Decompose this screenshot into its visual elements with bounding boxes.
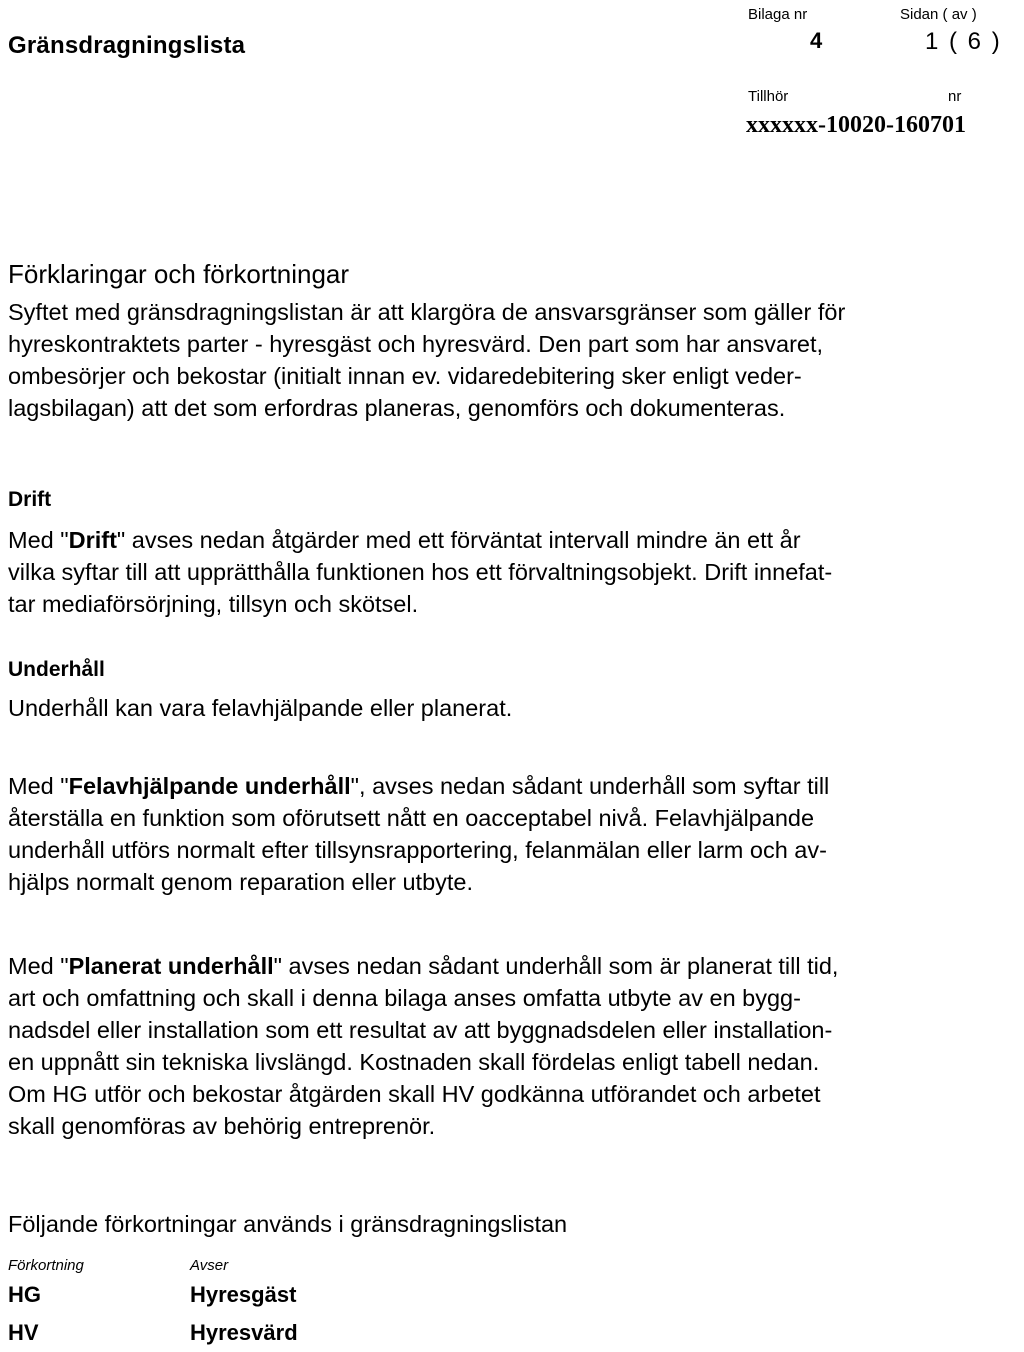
planerat-section [8, 950, 1020, 1142]
planerat-line: art och omfattning och skall i denna bilaga anses omfatta utbyte av en bygg- [8, 985, 801, 1011]
abbreviation-cell: HV [8, 1320, 39, 1345]
underhall-line: Underhåll kan vara felavhjälpande eller planerat. [8, 695, 513, 721]
abbreviation-column-header: Förkortning [8, 1257, 84, 1274]
abbreviation-cell: HG [8, 1282, 41, 1307]
felavhjalpande-line: underhåll utförs normalt efter tillsynsrapportering, felanmälan eller larm och av- [8, 837, 827, 863]
felavhjalpande-text: ", avses nedan sådant underhåll som syftar till [350, 773, 830, 799]
attachment-number: 4 [810, 28, 823, 53]
felavhjalpande-text: Med " [8, 773, 69, 799]
drift-text: Med " [8, 527, 69, 553]
planerat-line [8, 950, 1020, 982]
underhall-section [8, 654, 1020, 724]
attachment-label: Bilaga nr [748, 6, 808, 23]
felavhjalpande-section [8, 770, 1020, 898]
planerat-line: en uppnått sin tekniska livslängd. Kostnaden skall fördelas enligt tabell nedan. [8, 1049, 820, 1075]
planerat-line: skall genomföras av behörig entreprenör. [8, 1113, 436, 1139]
page-label: Sidan ( av ) [900, 6, 977, 23]
page-number: 1 ( 6 ) [925, 28, 1002, 55]
felavhjalpande-line: återställa en funktion som oförutsett nått en oacceptabel nivå. Felavhjälpande [8, 805, 815, 831]
drift-line [8, 524, 1020, 556]
underhall-heading: Underhåll [8, 658, 105, 681]
drift-section [8, 484, 1020, 620]
felavhjalpande-line: hjälps normalt genom reparation eller utbyte. [8, 869, 474, 895]
intro-line: lagsbilagan) att det som erfordras planeras, genomförs och dokumenteras. [8, 395, 786, 421]
felavhjalpande-term: Felavhjälpande underhåll [68, 773, 351, 799]
number-label: nr [948, 88, 962, 105]
belongs-label: Tillhör [748, 88, 789, 105]
felavhjalpande-line [8, 770, 1020, 802]
planerat-term: Planerat underhåll [68, 953, 274, 979]
abbreviations-intro: Följande förkortningar används i gränsdragningslistan [8, 1211, 568, 1237]
meaning-cell: Hyresgäst [190, 1282, 297, 1307]
drift-line: tar mediaförsörjning, tillsyn och skötsel. [8, 591, 419, 617]
planerat-text: " avses nedan sådant underhåll som är planerat till tid, [273, 953, 839, 979]
drift-text: " avses nedan åtgärder med ett förväntat intervall mindre än ett år [116, 527, 801, 553]
planerat-line: Om HG utför och bekostar åtgärden skall HV godkänna utförandet och arbetet [8, 1081, 821, 1107]
document-title: Gränsdragningslista [8, 32, 246, 59]
drift-term: Drift [68, 527, 117, 553]
intro-line: ombesörjer och bekostar (initialt innan ev. vidaredebitering sker enligt veder- [8, 363, 802, 389]
drift-line: vilka syftar till att upprätthålla funktionen hos ett förvaltningsobjekt. Drift innefat- [8, 559, 833, 585]
planerat-line: nadsdel eller installation som ett resultat av att byggnadsdelen eller installation- [8, 1017, 833, 1043]
reference-number: xxxxxx-10020-160701 [746, 112, 966, 138]
meaning-column-header: Avser [190, 1257, 229, 1274]
intro-line: hyreskontraktets parter - hyresgäst och hyresvärd. Den part som har ansvaret, [8, 331, 824, 357]
meaning-cell: Hyresvärd [190, 1320, 298, 1345]
intro-heading: Förklaringar och förkortningar [8, 259, 350, 289]
drift-heading: Drift [8, 488, 52, 511]
intro-section [8, 258, 1020, 424]
intro-line: Syftet med gränsdragningslistan är att klargöra de ansvarsgränser som gäller för [8, 299, 846, 325]
planerat-text: Med " [8, 953, 69, 979]
